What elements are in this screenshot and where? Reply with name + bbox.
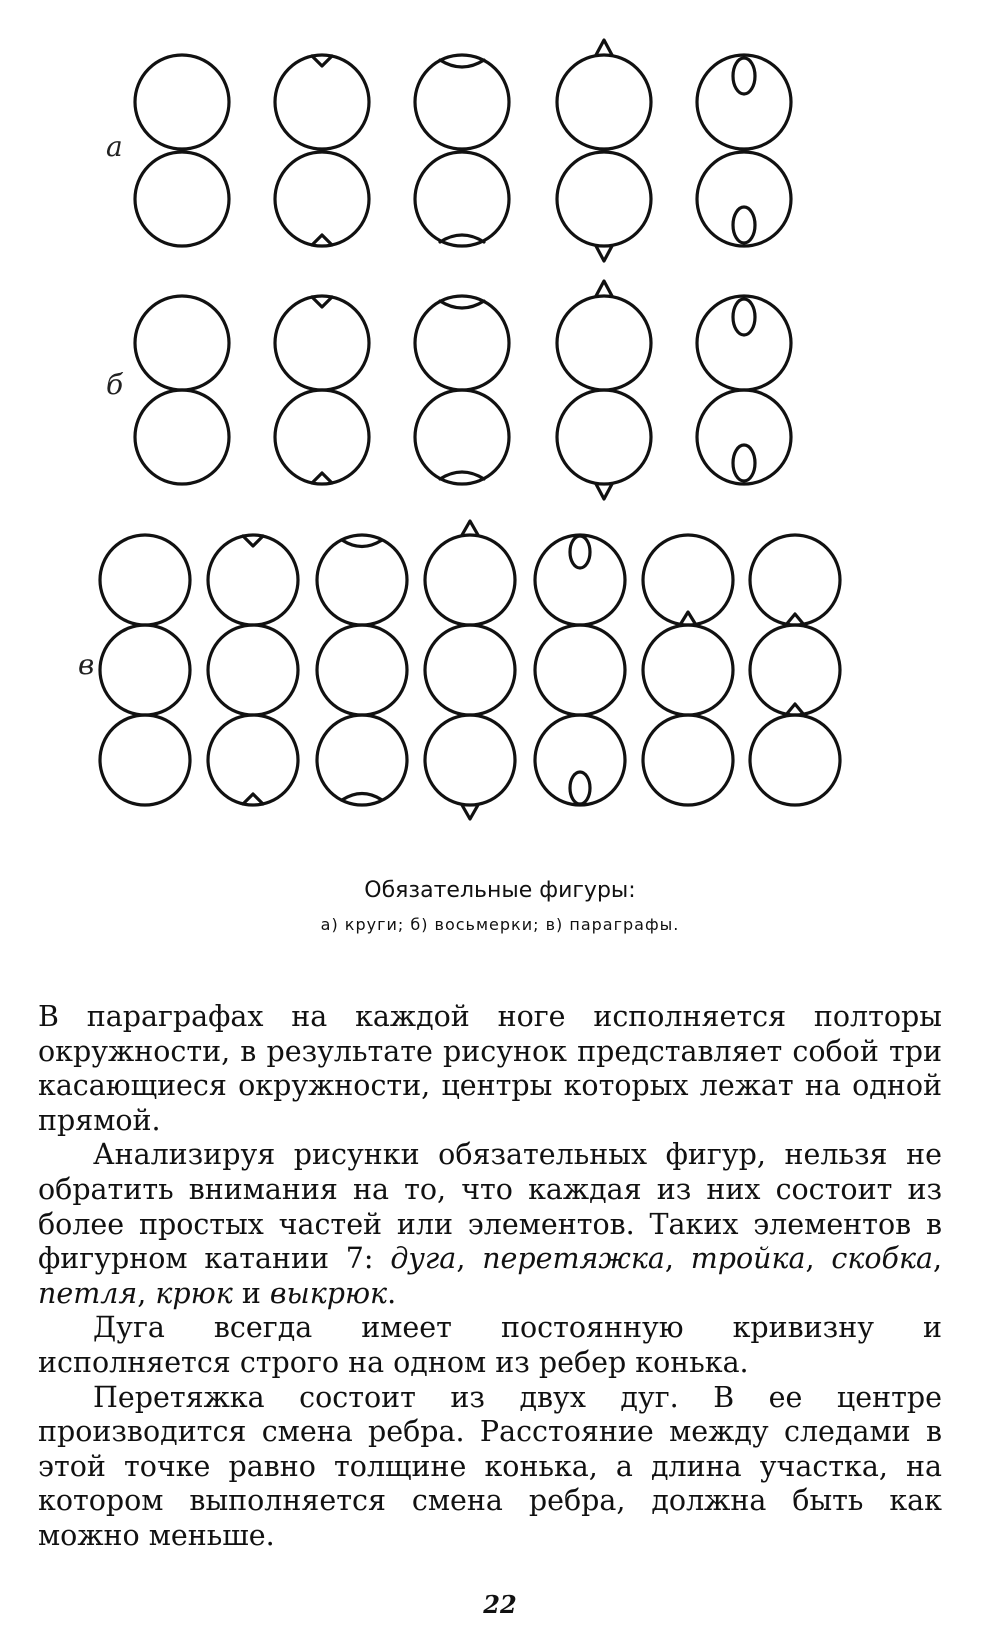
term-rocker: крюк [155, 1276, 233, 1310]
figure-eight-loops [697, 296, 791, 484]
paragraph-figure-3 [317, 535, 407, 805]
figure-caption-title: Обязательные фигуры: [364, 878, 636, 903]
figure-circle-eight-brackets [415, 55, 509, 246]
paragraph-2: Анализируя рисунки обязательных фигур, нельзя не обратить внимания на то, что каждая из них состоит из более простых частей или элементов. Таких элементов в фигурном катании 7: дуга, перетяжка, тройка, скобка, петля, крюк и выкрюк. [38, 1138, 943, 1310]
paragraph-figure-6 [643, 535, 733, 805]
figure-circle-eight-loops [697, 55, 791, 246]
page-number: 22 [483, 1590, 517, 1619]
term-change-edge: перетяжка [482, 1242, 665, 1276]
figure-eight-plain [135, 296, 229, 484]
paragraph-2-end: . [387, 1276, 397, 1310]
conjunction: и [241, 1276, 261, 1310]
row-label-a: а [106, 130, 123, 163]
paragraph-3: Дуга всегда имеет постоянную кривизну и исполняется строго на одном из ребер конька. [38, 1311, 942, 1379]
figure-eight-three-turns [275, 296, 369, 484]
figure-circle-eight-rockers [557, 40, 651, 261]
paragraph-1: В параграфах на каждой ноге исполняется полторы окружности, в результате рисунок представляет собой три касающиеся окружности, центры которых лежат на одной прямой. [38, 1000, 942, 1137]
term-loop: петля [38, 1276, 138, 1310]
term-three-turn: тройка [690, 1242, 806, 1276]
figure-eight-rockers [557, 281, 651, 499]
paragraph-2-start: Анализируя рисунки обязательных фигур, нельзя не обратить внимания на то, что каждая из них состоит из более простых частей или элементов. Таких элементов в фигурном катании 7: [38, 1138, 942, 1276]
paragraph-figure-5 [535, 535, 625, 805]
figure-circle-eight-plain [135, 55, 229, 246]
paragraph-figure-1 [100, 535, 190, 805]
row-label-b: б [106, 368, 124, 401]
paragraph-4: Перетяжка состоит из двух дуг. В ее центре производится смена ребра. Расстояние между следами в этой точке равно толщине конька, а длина участка, на котором выполняется смена ребра, должна быть как можно меньше. [38, 1380, 942, 1552]
figure-caption-subtitle: а) круги; б) восьмерки; в) параграфы. [320, 915, 680, 934]
figure-eight-brackets [415, 296, 509, 484]
body-text [38, 1000, 942, 1554]
paragraph-figure-2 [208, 535, 298, 805]
paragraph-figure-7 [750, 535, 840, 805]
term-bracket: скобка [831, 1242, 933, 1276]
term-counter: выкрюк [269, 1276, 388, 1310]
paragraph-figure-4 [425, 521, 515, 819]
figure-row-eights [135, 281, 791, 499]
figure-circle-eight-three-turns [275, 55, 369, 246]
figure-row-paragraphs [100, 521, 840, 819]
row-label-c: в [78, 648, 95, 681]
figure-row-circles [135, 40, 791, 261]
term-arc: дуга [390, 1242, 457, 1276]
